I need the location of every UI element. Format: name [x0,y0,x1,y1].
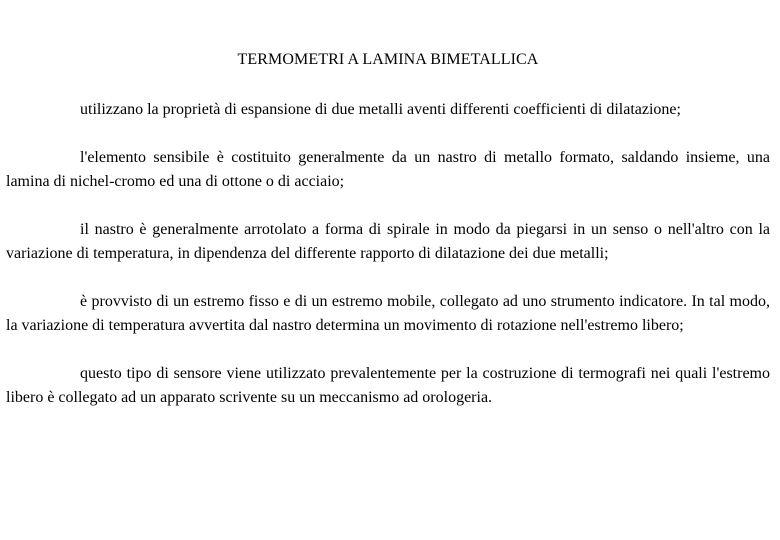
paragraph-5: questo tipo di sensore viene utilizzato prevalentemente per la costruzione di termografi nei quali l'estremo libero è collegato ad un apparato scrivente su un meccanismo ad orologeria. [6,365,770,406]
paragraph-1: utilizzano la proprietà di espansione di due metalli aventi differenti coefficienti di dilatazione; [80,101,681,118]
paragraph-4: è provvisto di un estremo fisso e di un estremo mobile, collegato ad uno strumento indicatore. In tal modo, la variazione di temperatura avvertita dal nastro determina un movimento di rotazione nell'estremo libero; [6,293,770,334]
document-title: TERMOMETRI A LAMINA BIMETALLICA [237,51,539,68]
paragraph-2: l'elemento sensibile è costituito generalmente da un nastro di metallo formato, saldando insieme, una lamina di nichel-cromo ed una di ottone o di acciaio; [6,149,770,190]
paragraph-3: il nastro è generalmente arrotolato a forma di spirale in modo da piegarsi in un senso o nell'altro con la variazione di temperatura, in dipendenza del differente rapporto di dilatazione dei due metalli; [6,221,770,262]
document-page [6,48,770,410]
